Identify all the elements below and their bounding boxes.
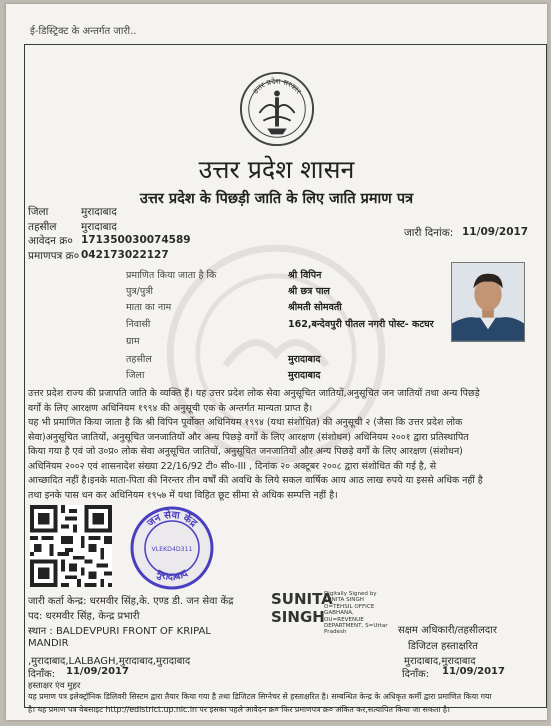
issuing-center: जारी कर्ता केन्द्र: धरमवीर सिंह,के. एण्ड डी. जन सेवा केंद्र — [28, 596, 234, 607]
issuer-date: 11/09/2017 — [66, 666, 129, 677]
certificate-number: 042173022127 — [81, 249, 169, 261]
certificate-body-line: सेवा)अनुसूचित जातियों, अनुसूचित जनजातियों और अन्य पिछड़े वर्गों के लिए आरक्षण (संशोधन) अधिनियम २००१ द्वारा प्रतिस्थापित — [28, 431, 469, 443]
emblem-text: उत्तर प्रदेश सरकार — [250, 76, 304, 96]
field-label: पुत्र/पुत्री — [126, 286, 153, 297]
certificate-body-line: यह भी प्रमाणित किया जाता है कि श्री विपिन पूर्वोक्त अधिनियम १९९४ (यथा संशोधित) की अनुसूची २ (जैसा कि उत्तर प्रदेश लोक — [28, 417, 463, 428]
certificate-title: उत्तर प्रदेश के पिछड़ी जाति के लिए जाति प्रमाण पत्र — [139, 191, 414, 207]
round-stamp — [126, 502, 218, 594]
tehsil-label: तहसील — [28, 221, 57, 233]
issuer-date-label: दिनाँक: — [28, 669, 56, 680]
issue-date-label: जारी दिनांक: — [404, 227, 454, 239]
authority-signed: डिजिटल हस्ताक्षरित — [408, 641, 478, 652]
sign-and-seal-label: हस्ताक्षर एंव मुहर — [28, 681, 81, 691]
page-title: उत्तर प्रदेश शासन — [198, 155, 355, 184]
footer-line2: है। यह प्रमाण पत्र वेबसाइट http://edistrict.up.nic.in पर इसका पहले आवेदन क्र० फिर प्रमाणपत्र क्र० अंकित कर,सत्यापित किया जा सकता है। — [28, 705, 450, 714]
authority-place: मुरादाबाद,मुरादाबाद — [404, 656, 476, 667]
issue-date: 11/09/2017 — [462, 226, 529, 238]
district-label: जिला — [28, 206, 49, 218]
up-emblem-icon — [238, 70, 316, 148]
district-value: मुरादाबाद — [81, 206, 117, 218]
field-label: माता का नाम — [126, 302, 172, 313]
application-label: आवेदन क्र० — [28, 235, 73, 247]
field-label: निवासी — [126, 319, 151, 330]
qr-code — [30, 505, 112, 587]
edistrict-note: ई-डिस्ट्रिक्ट के अन्तर्गत जारी.. — [30, 26, 137, 37]
certificate-body-line: वर्गों के लिए आरक्षण अधिनियम १९९४ की अनुसूची एक के अन्तर्गत मान्यता प्राप्त है। — [28, 402, 313, 414]
field-value: मुरादाबाद — [288, 370, 321, 381]
svg-text:मुरादाबाद: मुरादाबाद — [154, 568, 190, 584]
field-value: श्री छत्र पाल — [288, 286, 331, 297]
field-value: 162,बन्देवपुरी पीतल नगरी पोस्ट- कटघर — [288, 319, 434, 330]
authority-title: सक्षम अधिकारी/तहसीलदार — [398, 625, 497, 636]
issuer-post: पद: धरमवीर सिंह, केन्द्र प्रभारी — [28, 611, 140, 622]
certificate-body-line: आच्छादित नहीं है।इनके माता-पिता की निरन्तर तीन वर्षों की अवधि के लिये सकल वार्षिक आय आठ लाख रुपये या इससे अधिक नहीं है — [28, 475, 483, 486]
certificate-page — [6, 4, 547, 720]
field-label: प्रमाणित किया जाता है कि — [126, 270, 217, 281]
field-value: मुरादाबाद — [288, 354, 321, 365]
field-value: श्री विपिन — [288, 270, 322, 281]
certificate-body-line: किया गया है एवं जो उ०प्र० लोक सेवा अनुसूचित जातियों, अनुसूचित जनजातियों और अन्य पिछड़े वर्गों के लिए आरक्षण (संशोधन) — [28, 446, 463, 457]
authority-date: 11/09/2017 — [442, 666, 505, 677]
svg-text:VLEKD4D311: VLEKD4D311 — [151, 546, 193, 553]
application-number: 171350030074589 — [81, 234, 191, 246]
certificate-label: प्रमाणपत्र क्र० — [28, 250, 80, 262]
field-label: ग्राम — [126, 336, 140, 347]
issuer-place-line3: ,मुरादाबाद,LALBAGH,मुरादाबाद,मुरादाबाद — [28, 656, 191, 667]
digital-signature-details: Digitally Signed by SUNITA SINGH O=TEHSIL OFFICE GABHANA, OU=REVENUE DEPARTMENT, S=Uttar Pradesh — [324, 591, 388, 636]
certificate-body-line: उत्तर प्रदेश राज्य की प्रजापति जाति के व्यक्ति हैं। यह उत्तर प्रदेश लोक सेवा अनुसूचित जातियों,अनुसूचित जन जातियों तथा अन्य पिछड़े — [28, 388, 480, 399]
footer-line1: यह प्रमाण पत्र इलेक्ट्रॉनिक डिलिवरी सिस्टम द्वारा तैयार किया गया है तथा डिजिटल सिग्नेचर से हस्ताक्षरित है। सम्बन्धित केन्द्र के अधिकृत कर्मी द्वारा प्रमाणित किया गया — [28, 692, 492, 701]
tehsil-value: मुरादाबाद — [81, 221, 117, 233]
field-label: तहसील — [126, 354, 152, 365]
field-value: श्रीमती सोमवती — [288, 302, 342, 313]
applicant-photo — [451, 262, 525, 342]
issuer-place-line2: MANDIR — [28, 638, 69, 649]
issuer-place-line1: स्थान : BALDEVPURI FRONT OF KRIPAL — [28, 626, 211, 637]
field-label: जिला — [126, 370, 145, 381]
digital-signature-name: SUNITA SINGH — [271, 590, 333, 626]
certificate-body-line: तथा इनके पास धन कर अधिनियम १९५७ में यथा विहित छूट सीमा से अधिक सम्पत्ति नहीं है। — [28, 489, 338, 501]
svg-text:जन सेवा केंद्र: जन सेवा केंद्र — [145, 509, 199, 530]
authority-date-label: दिनाँक: — [402, 669, 430, 680]
certificate-body-line: अधिनियम २००२ एवं शासनादेश संख्या 22/16/92 टी० सी०-III , दिनांक २० अक्टूबर २००८ द्वारा संशोधित की गई है, से — [28, 460, 437, 472]
